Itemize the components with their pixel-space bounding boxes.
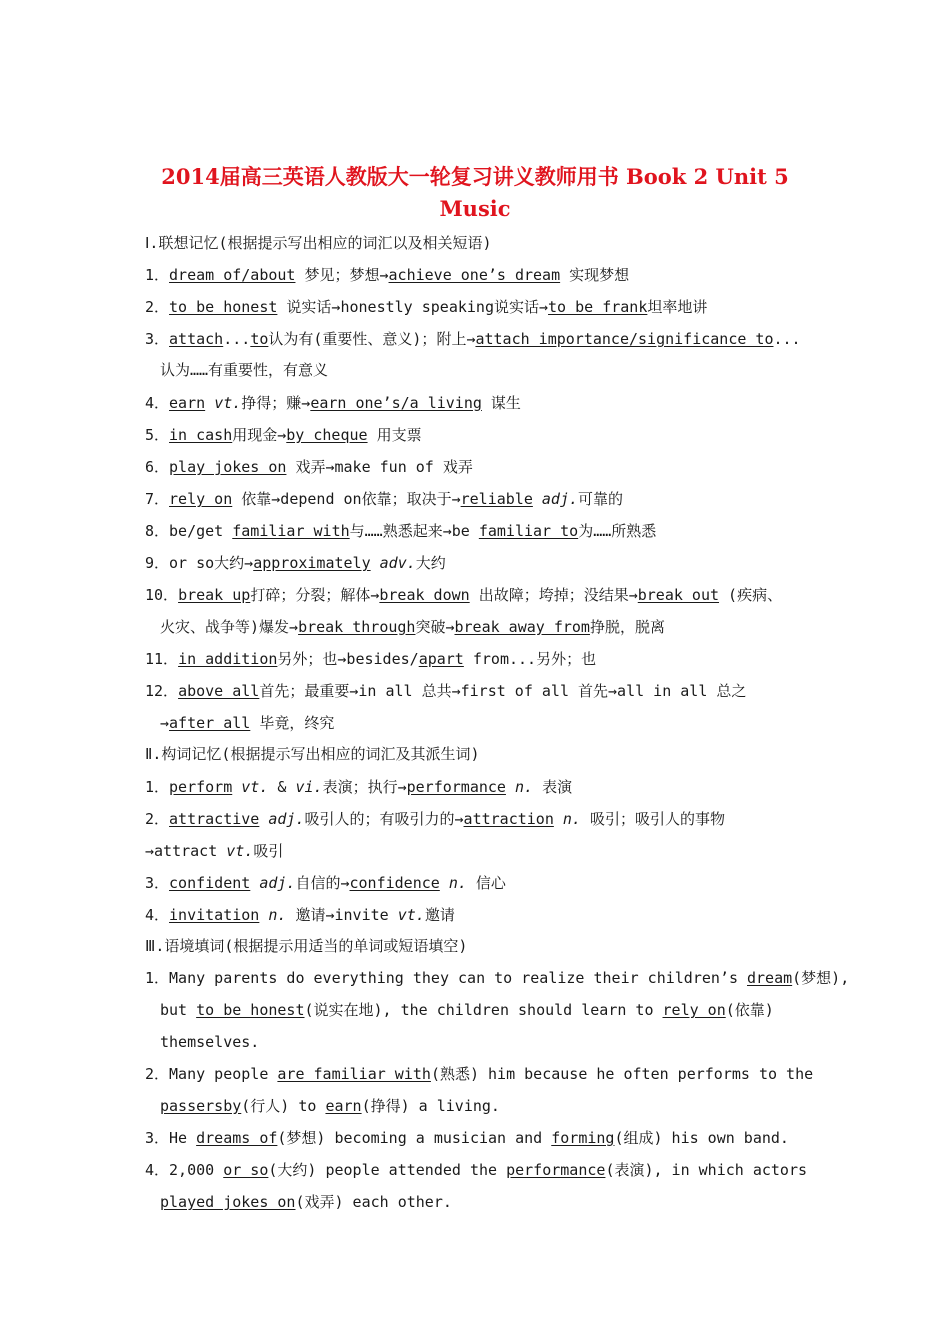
- text-line: [160, 1192, 810, 1212]
- text-line: [160, 1032, 810, 1052]
- text-run: 认为有(重要性、意义)；附上→: [268, 330, 476, 348]
- text-line: [145, 841, 810, 861]
- text-run: themselves.: [160, 1033, 260, 1051]
- part-of-speech: vt.: [226, 842, 254, 860]
- answer-blank: attach importance/significance to: [475, 330, 774, 348]
- text-run: 7．: [145, 490, 170, 508]
- text-run: (戏弄) each other.: [295, 1193, 452, 1211]
- text-run: 信心: [466, 874, 506, 892]
- text-line: [145, 873, 810, 893]
- answer-blank: approximately: [253, 554, 371, 572]
- part-of-speech: n.: [448, 874, 467, 892]
- text-run: 认为……有重要性，有意义: [160, 361, 329, 379]
- part-of-speech: adj.: [268, 810, 305, 828]
- text-run: 表演: [533, 778, 573, 796]
- answer-blank: confident: [169, 874, 251, 892]
- answer-blank: in addition: [178, 650, 278, 668]
- answer-blank: to be frank: [548, 298, 648, 316]
- text-run: [533, 490, 542, 508]
- text-run: 3．He: [145, 1129, 197, 1147]
- answer-blank: familiar with: [232, 522, 350, 540]
- answer-blank: dream of/about: [169, 266, 296, 284]
- text-run: 3．: [145, 330, 170, 348]
- answer-blank: passersby: [160, 1097, 242, 1115]
- text-run: 突破→: [415, 618, 455, 636]
- text-run: 可靠的: [578, 490, 624, 508]
- answer-blank: rely on: [169, 490, 233, 508]
- text-line: [145, 809, 810, 829]
- text-line: [145, 936, 810, 956]
- text-run: ...: [773, 330, 801, 348]
- text-run: Ⅲ.语境填词(根据提示用适当的单词或短语填空): [145, 937, 468, 955]
- answer-blank: apart: [418, 650, 464, 668]
- part-of-speech: n.: [514, 778, 534, 796]
- answer-blank: attraction: [463, 810, 554, 828]
- answer-blank: to be honest: [196, 1001, 305, 1019]
- answer-blank: play jokes on: [169, 458, 287, 476]
- text-line: [145, 1064, 814, 1084]
- answer-blank: break away from: [454, 618, 590, 636]
- text-run: 首先；最重要→in all 总共→first of all 首先→all in all 总之: [259, 682, 747, 700]
- answer-blank: attractive: [169, 810, 260, 828]
- text-line: [145, 1160, 810, 1180]
- answer-blank: break up: [178, 586, 251, 604]
- answer-blank: achieve one’s dream: [388, 266, 561, 284]
- text-run: from...另外；也: [463, 650, 597, 668]
- text-line: [145, 681, 810, 701]
- text-run: 梦见；梦想→: [295, 266, 389, 284]
- text-run: (依靠): [725, 1001, 774, 1019]
- text-run: [250, 874, 259, 892]
- text-run: 另外；也→besides/: [277, 650, 419, 668]
- text-run: (大约) people attended the: [268, 1161, 507, 1179]
- text-run: 4．2,000: [145, 1161, 224, 1179]
- text-run: 1．: [145, 266, 170, 284]
- part-of-speech: vt.: [214, 394, 242, 412]
- text-run: →: [160, 714, 170, 732]
- text-run: 挣脱，脱离: [589, 618, 665, 636]
- text-line: [160, 617, 810, 637]
- text-line: [145, 744, 810, 764]
- text-run: 为……所熟悉: [578, 522, 657, 540]
- text-run: 吸引人的；有吸引力的→: [304, 810, 464, 828]
- text-run: 9．or so大约→: [145, 554, 254, 572]
- answer-blank: above all: [178, 682, 260, 700]
- text-line: [145, 1128, 810, 1148]
- text-line: [145, 968, 850, 988]
- answer-blank: break through: [298, 618, 416, 636]
- text-line: [160, 1096, 810, 1116]
- answer-blank: confidence: [349, 874, 440, 892]
- answer-blank: dream: [747, 969, 793, 987]
- answer-blank: to: [250, 330, 269, 348]
- answer-blank: earn one’s/a living: [310, 394, 482, 412]
- text-run: 毕竟，终究: [250, 714, 335, 732]
- text-run: Ⅰ.联想记忆(根据提示写出相应的词汇以及相关短语): [145, 234, 492, 252]
- document-title-line-1: 2014届高三英语人教版大一轮复习讲义教师用书 Book 2 Unit 5: [161, 164, 789, 189]
- text-run: (表演), in which actors: [605, 1161, 808, 1179]
- text-run: 谋生: [481, 394, 521, 412]
- text-run: 与……熟悉起来→be: [349, 522, 479, 540]
- text-run: [506, 778, 515, 796]
- text-run: 5．: [145, 426, 170, 444]
- part-of-speech: n.: [268, 906, 287, 924]
- part-of-speech: n.: [562, 810, 581, 828]
- answer-blank: after all: [169, 714, 251, 732]
- text-run: 1．Many parents do everything they can to realize their children’s: [145, 969, 747, 987]
- text-run: 1．: [145, 778, 170, 796]
- answer-blank: earn: [169, 394, 206, 412]
- text-line: [145, 233, 810, 253]
- text-line: [145, 649, 810, 669]
- answer-blank: to be honest: [169, 298, 278, 316]
- answer-blank: performance: [506, 1161, 606, 1179]
- answer-blank: familiar to: [478, 522, 579, 540]
- answer-blank: break out: [637, 586, 720, 604]
- answer-blank: reliable: [460, 490, 533, 508]
- text-run: 大约: [415, 554, 446, 572]
- answer-blank: dreams of: [196, 1129, 278, 1147]
- text-line: [145, 585, 810, 605]
- text-run: (疾病、: [719, 586, 783, 604]
- text-run: 依靠→depend on依靠；取决于→: [232, 490, 461, 508]
- text-run: →attract: [145, 842, 227, 860]
- text-line: [160, 713, 810, 733]
- text-line: [160, 1000, 810, 1020]
- text-line: [145, 489, 810, 509]
- text-run: [440, 874, 449, 892]
- text-run: (挣得) a living.: [361, 1097, 500, 1115]
- text-run: 吸引；吸引人的事物: [580, 810, 725, 828]
- text-run: 6．: [145, 458, 170, 476]
- text-run: 出故障；垮掉；没结果→: [469, 586, 638, 604]
- part-of-speech: adv.: [379, 554, 416, 572]
- text-run: [371, 554, 380, 572]
- text-run: (行人) to: [241, 1097, 326, 1115]
- text-line: [160, 360, 810, 380]
- answer-blank: invitation: [169, 906, 260, 924]
- answer-blank: forming: [551, 1129, 615, 1147]
- text-run: 火灾、战争等)爆发→: [160, 618, 299, 636]
- text-run: 邀请→invite: [286, 906, 398, 924]
- text-line: [145, 329, 810, 349]
- text-run: [554, 810, 563, 828]
- text-line: [145, 297, 810, 317]
- text-run: 实现梦想: [560, 266, 630, 284]
- text-run: 3．: [145, 874, 170, 892]
- text-line: [145, 553, 810, 573]
- part-of-speech: adj.: [541, 490, 579, 508]
- answer-blank: break down: [379, 586, 470, 604]
- answer-blank: by cheque: [286, 426, 368, 444]
- text-run: 用现金→: [232, 426, 287, 444]
- text-line: [145, 777, 810, 797]
- text-run: 吸引: [253, 842, 284, 860]
- answer-blank: perform: [169, 778, 233, 796]
- text-run: ...: [223, 330, 251, 348]
- text-line: [145, 521, 810, 541]
- text-run: 10．: [145, 586, 179, 604]
- text-run: (熟悉) him because he often performs to the: [430, 1065, 814, 1083]
- text-run: 2．Many people: [145, 1065, 278, 1083]
- answer-blank: in cash: [169, 426, 233, 444]
- text-run: 4．: [145, 906, 170, 924]
- text-run: 4．: [145, 394, 170, 412]
- text-run: 挣得；赚→: [241, 394, 311, 412]
- answer-blank: earn: [325, 1097, 362, 1115]
- text-line: [145, 425, 810, 445]
- answer-blank: or so: [223, 1161, 269, 1179]
- answer-blank: rely on: [662, 1001, 726, 1019]
- text-run: 8．be/get: [145, 522, 233, 540]
- part-of-speech: vt.: [241, 778, 269, 796]
- text-run: 打碎；分裂；解体→: [250, 586, 380, 604]
- document-title-line-2: Music: [439, 196, 511, 221]
- text-run: 2．: [145, 298, 170, 316]
- text-run: but: [160, 1001, 197, 1019]
- text-run: 戏弄→make fun of 戏弄: [286, 458, 473, 476]
- part-of-speech: vt.: [397, 906, 425, 924]
- text-run: 坦率地讲: [647, 298, 708, 316]
- text-run: (组成) his own band.: [614, 1129, 789, 1147]
- text-run: [232, 778, 241, 796]
- text-run: (说实在地), the children should learn to: [304, 1001, 663, 1019]
- text-run: &: [268, 778, 296, 796]
- text-run: 说实话→honestly speaking说实话→: [277, 298, 549, 316]
- part-of-speech: vi.: [295, 778, 323, 796]
- text-run: [205, 394, 214, 412]
- answer-blank: played jokes on: [160, 1193, 296, 1211]
- text-line: [145, 905, 810, 925]
- part-of-speech: adj.: [259, 874, 296, 892]
- text-run: 自信的→: [295, 874, 350, 892]
- text-run: 邀请: [424, 906, 455, 924]
- answer-blank: performance: [406, 778, 506, 796]
- answer-blank: attach: [169, 330, 224, 348]
- answer-blank: are familiar with: [277, 1065, 431, 1083]
- text-run: 2．: [145, 810, 170, 828]
- text-run: (梦想),: [792, 969, 850, 987]
- text-run: (梦想) becoming a musician and: [277, 1129, 552, 1147]
- text-line: [145, 457, 810, 477]
- text-line: [145, 265, 810, 285]
- text-run: 表演；执行→: [322, 778, 407, 796]
- text-run: Ⅱ.构词记忆(根据提示写出相应的词汇及其派生词): [145, 745, 480, 763]
- text-run: 11．: [145, 650, 179, 668]
- text-run: 用支票: [367, 426, 422, 444]
- text-run: 12．: [145, 682, 179, 700]
- text-line: [145, 393, 810, 413]
